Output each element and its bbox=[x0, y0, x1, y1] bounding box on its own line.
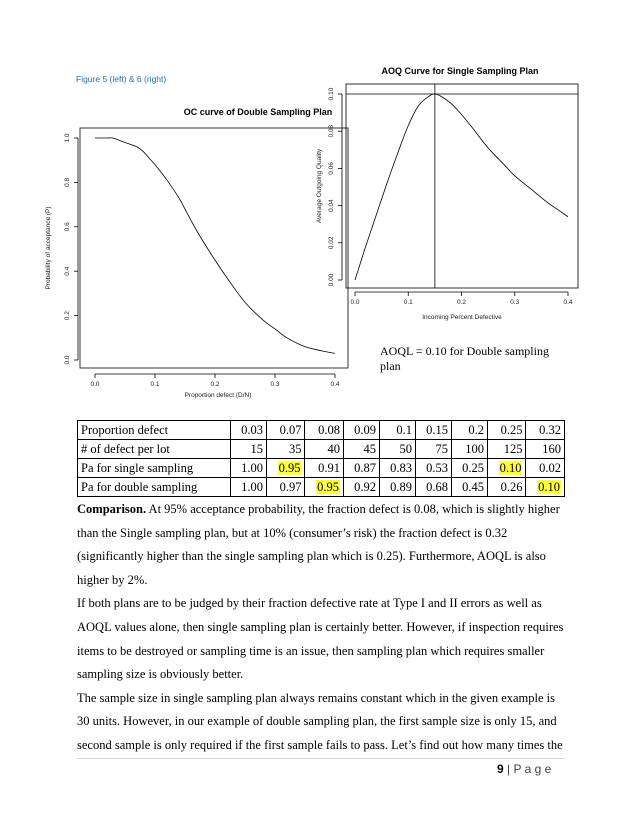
page-footer bbox=[497, 762, 551, 776]
page-word: P a g e bbox=[513, 762, 552, 776]
aoq-y-axis-label: Average Outgoing Quality bbox=[316, 148, 323, 224]
row-label: Pa for single sampling bbox=[78, 459, 231, 478]
oc-y-tick-label: 0.8 bbox=[64, 177, 71, 187]
paragraph-sample-size: The sample size in single sampling plan always remains constant which in the given example is 30 units. However, in our example of double sampling plan, the first sample size is only 15, and second sample is only required if the first sample fails to pass. Let’s find out how many times the bbox=[77, 690, 563, 752]
comparison-heading: Comparison. bbox=[77, 502, 147, 516]
table-cell: 0.03 bbox=[231, 421, 267, 440]
aoq-x-tick-label: 0.1 bbox=[403, 299, 413, 306]
page-number: 9 bbox=[497, 762, 504, 776]
aoq-curve-chart bbox=[310, 58, 588, 328]
table-cell: 160 bbox=[526, 440, 565, 459]
footer-divider bbox=[77, 758, 565, 759]
row-label: # of defect per lot bbox=[78, 440, 231, 459]
aoq-y-tick-label: 0.06 bbox=[328, 162, 335, 175]
aoq-x-tick-label: 0.3 bbox=[510, 299, 520, 306]
table-cell: 0.45 bbox=[451, 478, 487, 497]
table-cell bbox=[305, 478, 343, 497]
comparison-text: At 95% acceptance probability, the fraction defect is 0.08, which is slightly higher than the Single sampling plan, but at 10% (consumer’s risk) the fraction defect is 0.32 (significantly higher than the single sampling plan which is 0.25). Furthermore, AOQL is also higher by 2%. bbox=[77, 502, 560, 587]
oc-x-axis-label: Proportion defect (D/N) bbox=[184, 392, 252, 399]
table-cell: 1.00 bbox=[231, 459, 267, 478]
oc-x-tick-label: 0.1 bbox=[150, 381, 160, 388]
oc-x-tick-label: 0.0 bbox=[90, 381, 100, 388]
oc-y-tick-label: 0.4 bbox=[64, 266, 71, 276]
paragraph-judgement: If both plans are to be judged by their fraction defective rate at Type I and II errors as well as AOQL values alone, then single sampling plan is certainly better. However, if inspection requires items to be destroyed or sampling time is an issue, then sampling plan which requires smaller sampling size is obviously better. bbox=[77, 596, 564, 682]
oc-x-tick-label: 0.3 bbox=[270, 381, 280, 388]
table-row bbox=[78, 421, 565, 440]
aoq-y-tick-label: 0.02 bbox=[328, 236, 335, 250]
table-cell bbox=[526, 478, 565, 497]
table-cell: 0.91 bbox=[305, 459, 343, 478]
paragraph-comparison bbox=[77, 498, 567, 592]
table-cell: 100 bbox=[451, 440, 487, 459]
aoq-x-axis-label: Incoming Percent Defective bbox=[422, 314, 502, 321]
table-cell: 1.00 bbox=[231, 478, 267, 497]
table-cell: 0.97 bbox=[267, 478, 305, 497]
row-label: Pa for double sampling bbox=[78, 478, 231, 497]
highlighted-value: 0.10 bbox=[499, 460, 522, 475]
oc-y-tick-label: 1.0 bbox=[64, 133, 71, 143]
highlighted-value: 0.10 bbox=[538, 479, 560, 494]
table-cell: 0.92 bbox=[343, 478, 379, 497]
table-cell: 0.68 bbox=[415, 478, 451, 497]
table-cell bbox=[487, 459, 525, 478]
aoq-x-tick-label: 0.4 bbox=[563, 299, 573, 306]
table-cell: 75 bbox=[415, 440, 451, 459]
table-cell: 0.07 bbox=[267, 421, 305, 440]
aoq-y-tick-label: 0.10 bbox=[328, 87, 335, 101]
aoq-x-tick-label: 0.0 bbox=[350, 299, 360, 306]
table-row bbox=[78, 459, 565, 478]
aoq-chart-title: AOQ Curve for Single Sampling Plan bbox=[381, 66, 539, 76]
aoq-y-tick-label: 0.00 bbox=[328, 273, 335, 287]
table-cell: 0.26 bbox=[487, 478, 525, 497]
table-cell: 0.32 bbox=[526, 421, 565, 440]
oc-x-tick-label: 0.4 bbox=[330, 381, 340, 388]
table-cell: 0.2 bbox=[451, 421, 487, 440]
oc-x-tick-label: 0.2 bbox=[210, 381, 220, 388]
oc-chart-title: OC curve of Double Sampling Plan bbox=[183, 107, 333, 117]
table-cell: 0.83 bbox=[379, 459, 415, 478]
sampling-comparison-table bbox=[77, 420, 565, 497]
highlighted-value: 0.95 bbox=[317, 479, 339, 494]
table-cell: 0.25 bbox=[487, 421, 525, 440]
oc-y-tick-label: 0.0 bbox=[64, 355, 71, 365]
table-cell: 40 bbox=[305, 440, 343, 459]
row-label: Proportion defect bbox=[78, 421, 231, 440]
table-cell: 125 bbox=[487, 440, 525, 459]
table-cell: 0.08 bbox=[305, 421, 343, 440]
oc-y-tick-label: 0.6 bbox=[64, 222, 71, 232]
aoq-y-tick-label: 0.08 bbox=[328, 124, 335, 138]
highlighted-value: 0.95 bbox=[278, 460, 301, 475]
aoql-note: AOQL = 0.10 for Double sampling plan bbox=[372, 326, 567, 380]
table-cell: 50 bbox=[379, 440, 415, 459]
oc-series-line bbox=[95, 138, 335, 354]
table-cell: 0.02 bbox=[526, 459, 565, 478]
footer-separator: | bbox=[503, 762, 514, 776]
aoq-y-tick-label: 0.04 bbox=[328, 199, 335, 212]
table-cell: 0.1 bbox=[379, 421, 415, 440]
table-cell: 35 bbox=[267, 440, 305, 459]
aoq-series-line bbox=[355, 94, 568, 280]
figure-caption: Figure 5 (left) & 6 (right) bbox=[76, 74, 167, 84]
table-row bbox=[78, 478, 565, 497]
table-cell: 0.87 bbox=[343, 459, 379, 478]
table-cell: 0.25 bbox=[451, 459, 487, 478]
table-cell: 45 bbox=[343, 440, 379, 459]
table-cell: 0.53 bbox=[415, 459, 451, 478]
body-text bbox=[77, 498, 567, 758]
oc-plot-frame bbox=[80, 128, 348, 368]
table-cell: 0.15 bbox=[415, 421, 451, 440]
aoq-x-tick-label: 0.2 bbox=[456, 299, 467, 306]
table-row bbox=[78, 440, 565, 459]
oc-y-tick-label: 0.2 bbox=[64, 311, 71, 321]
table-cell: 15 bbox=[231, 440, 267, 459]
table-cell: 0.89 bbox=[379, 478, 415, 497]
oc-y-axis-label: Probability of acceptance (P) bbox=[45, 206, 52, 290]
table-cell: 0.09 bbox=[343, 421, 379, 440]
table-cell bbox=[267, 459, 305, 478]
